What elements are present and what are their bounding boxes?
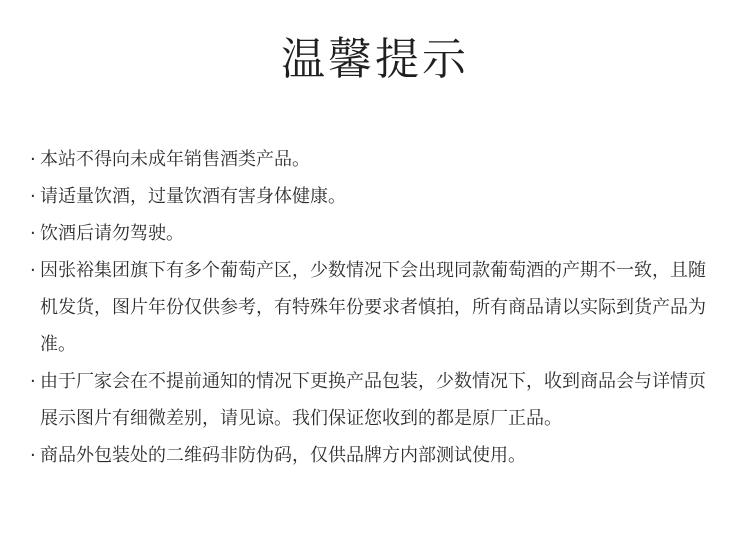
notice-text: 因张裕集团旗下有多个葡萄产区，少数情况下会出现同款葡萄酒的产期不一致，且随机发货，图片年份仅供参考，有特殊年份要求者慎拍，所有商品请以实际到货产品为准。 <box>40 260 706 355</box>
notice-text: 由于厂家会在不提前通知的情况下更换产品包装，少数情况下，收到商品会与详情页展示图片有细微差别，请见谅。我们保证您收到的都是原厂正品。 <box>40 371 706 429</box>
bullet-dot: · <box>30 149 36 170</box>
notice-item <box>30 363 720 437</box>
notice-text: 本站不得向未成年销售酒类产品。 <box>40 149 310 170</box>
notice-text: 饮酒后请勿驾驶。 <box>40 223 184 244</box>
bullet-dot: · <box>30 260 36 281</box>
notice-item <box>30 437 720 474</box>
bullet-dot: · <box>30 223 36 244</box>
bullet-dot: · <box>30 445 36 466</box>
notice-item <box>30 178 720 215</box>
notice-list <box>30 141 720 474</box>
notice-text: 商品外包装处的二维码非防伪码，仅供品牌方内部测试使用。 <box>40 445 526 466</box>
notice-item <box>30 215 720 252</box>
notice-item <box>30 252 720 363</box>
notice-item <box>30 141 720 178</box>
bullet-dot: · <box>30 371 36 392</box>
notice-text: 请适量饮酒，过量饮酒有害身体健康。 <box>40 186 346 207</box>
bullet-dot: · <box>30 186 36 207</box>
page-title: 温馨提示 <box>281 34 469 85</box>
